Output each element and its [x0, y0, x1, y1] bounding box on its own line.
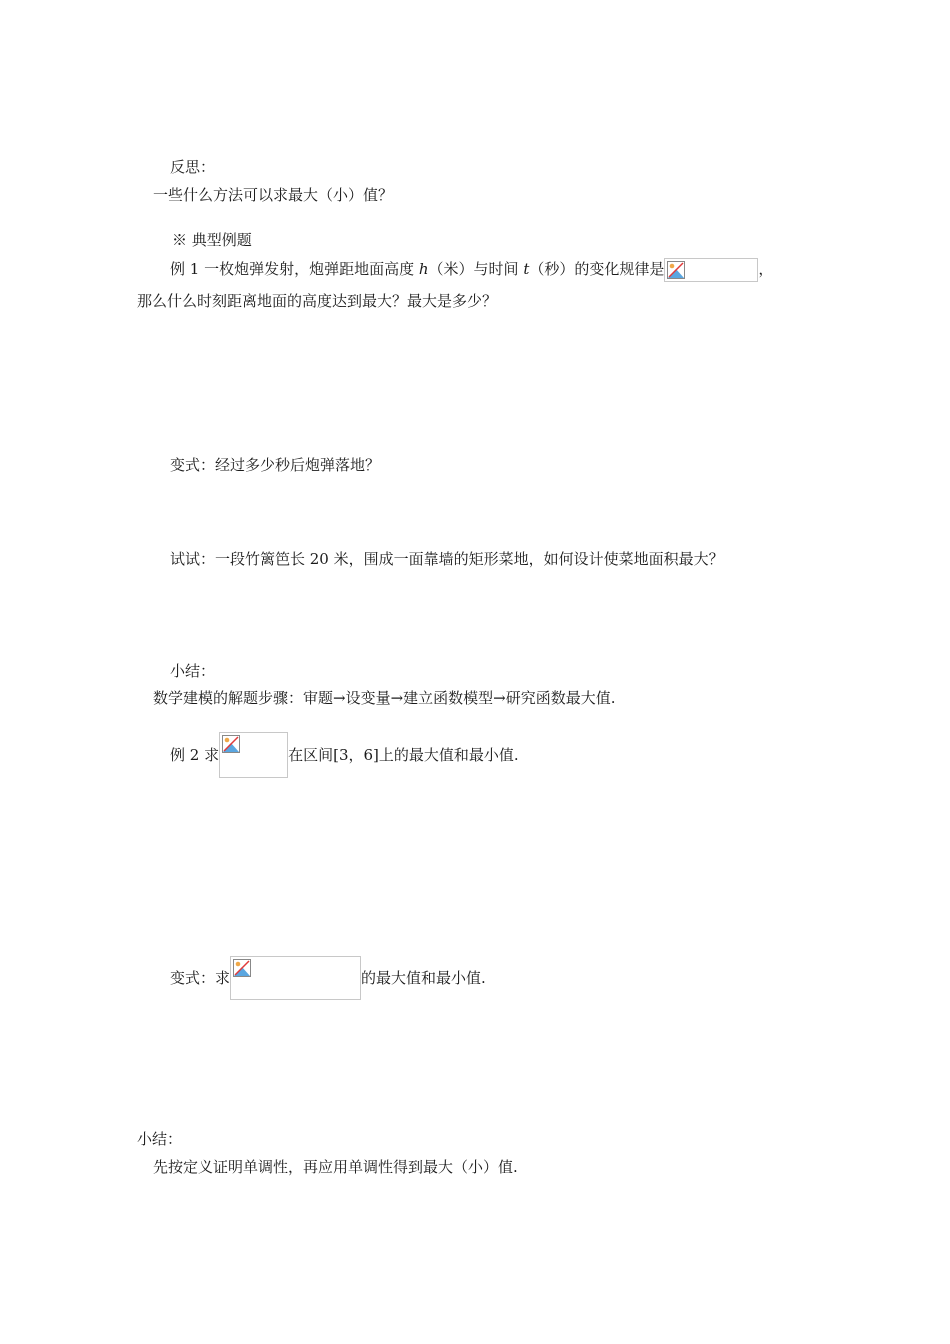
- example1-line2: 那么什么时刻距离地面的高度达到最大？最大是多少？: [137, 292, 498, 310]
- variant2-line: [170, 956, 486, 1000]
- example1-prefix: 例 1 一枚炮弹发射，炮弹距地面高度: [170, 260, 419, 278]
- variant1: 变式：经过多少秒后炮弹落地？: [170, 456, 381, 474]
- example2-line: [170, 732, 519, 778]
- broken-image-icon: [222, 735, 240, 753]
- example1-mid2: （秒）的变化规律是: [529, 260, 665, 278]
- var-t: t: [523, 260, 530, 278]
- summary1-text: 数学建模的解题步骤：审题→设变量→建立函数模型→研究函数最大值.: [153, 689, 616, 707]
- summary1-title: 小结：: [170, 662, 216, 680]
- example2-prefix: 例 2 求: [170, 746, 220, 764]
- variant2-suffix: 的最大值和最小值.: [361, 969, 486, 987]
- broken-image-icon: [233, 959, 251, 977]
- formula-image-3: [230, 956, 361, 1000]
- summary2-text: 先按定义证明单调性，再应用单调性得到最大（小）值.: [153, 1158, 518, 1176]
- example1-line1: [170, 258, 773, 282]
- example1-mid1: （米）与时间: [428, 260, 524, 278]
- try-it: 试试：一段竹篱笆长 20 米，围成一面靠墙的矩形菜地，如何设计使菜地面积最大？: [170, 550, 724, 568]
- variant2-prefix: 变式：求: [170, 969, 231, 987]
- examples-heading: ※ 典型例题: [172, 231, 252, 249]
- reflection-title: 反思：: [170, 158, 216, 176]
- broken-image-icon: [667, 261, 685, 279]
- summary2-title: 小结：: [137, 1130, 183, 1148]
- formula-image-1: [664, 258, 758, 282]
- reflection-question: 一些什么方法可以求最大（小）值？: [153, 186, 394, 204]
- var-h: h: [418, 260, 429, 278]
- example2-suffix: 在区间[3，6]上的最大值和最小值.: [288, 746, 519, 764]
- example1-suffix: ，: [758, 260, 774, 278]
- formula-image-2: [219, 732, 288, 778]
